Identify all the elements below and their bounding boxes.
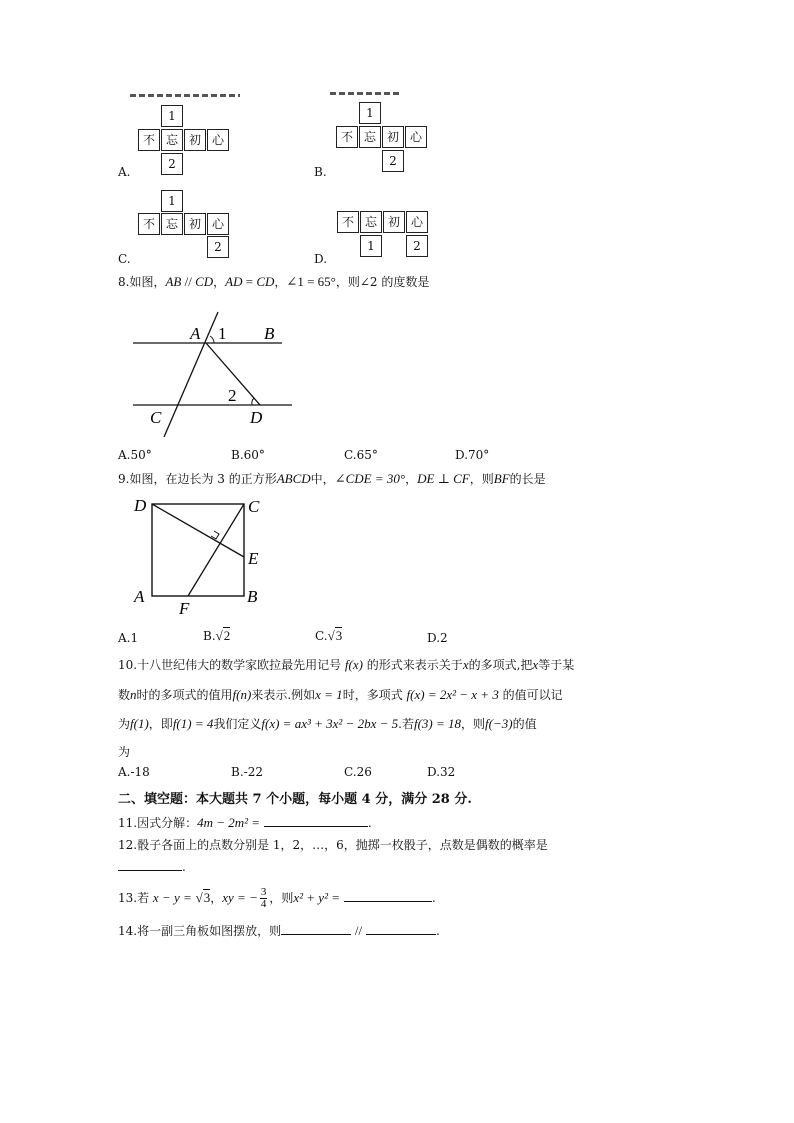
q10-l1d: 等于某 (538, 658, 575, 672)
q10-def: f(x) = ax³ + 3x² − 2bx − 5 (261, 716, 399, 731)
q10-fx: f(x) (344, 657, 363, 672)
q9-square: ABCD (276, 471, 311, 486)
q8-option-b: B.60° (231, 448, 265, 462)
q9-label-f: F (179, 599, 190, 618)
q13-sep: ， (210, 891, 223, 905)
net-c-bottom-cell: 2 (207, 236, 229, 258)
q9-option-c: C.√3 (315, 628, 343, 643)
q12-answer-blank[interactable] (118, 858, 182, 871)
q9-option-a: A.1 (118, 631, 139, 645)
q9-prefix: 9.如图，在边长为 3 的正方形 (118, 472, 277, 486)
question-10-line-2 (118, 687, 563, 703)
q14-parallel: // (354, 923, 363, 938)
q13-end: . (431, 891, 436, 905)
q10-option-b: B.-22 (231, 765, 263, 779)
q13-cond2: xy = − (222, 890, 258, 905)
q12-end: . (182, 860, 186, 874)
option-b-label: B. (314, 165, 327, 179)
question-12-answer (118, 858, 186, 875)
q9-label-d: D (134, 496, 147, 515)
q8-ad: AD (225, 274, 243, 289)
q9-option-b-label: B. (203, 629, 216, 643)
net-b-bottom-cell: 2 (382, 150, 404, 172)
q10-option-c: C.26 (344, 765, 372, 779)
q9-option-d: D.2 (427, 631, 448, 645)
q9-middle: 中， (310, 472, 335, 486)
net-c-cell-2: 忘 (161, 213, 183, 235)
q9-segment-de (152, 504, 244, 557)
option-a-label: A. (118, 165, 131, 179)
net-d-cell-3: 初 (383, 211, 405, 233)
q8-angle-1-arc (210, 336, 214, 343)
q9-option-c-radicand: 3 (335, 628, 343, 643)
q8-sep2: ， (274, 275, 287, 289)
q13-answer-blank[interactable] (344, 889, 432, 902)
q10-l2b: 时的多项式的值用 (136, 688, 233, 702)
q8-label-a: A (190, 324, 201, 343)
q9-label-e: E (248, 549, 259, 568)
q10-f1v: f(1) = 4 (172, 716, 214, 731)
q13-denominator: 4 (260, 898, 267, 910)
q10-l2a: 数 (118, 688, 131, 702)
q10-l2c: 来表示.例如 (251, 688, 316, 702)
net-a-bottom-cell: 2 (161, 153, 183, 175)
q10-l2d: 时，多项式 (342, 688, 403, 702)
question-14 (118, 922, 440, 939)
q10-f1: f(1) (130, 716, 149, 731)
net-b-cell-4: 心 (405, 126, 427, 148)
question-8-text (118, 274, 429, 290)
net-b-cell-3: 初 (382, 126, 404, 148)
q11-answer-blank[interactable] (264, 814, 368, 827)
net-c-cell-3: 初 (184, 213, 206, 235)
net-b-cell-1: 不 (336, 126, 358, 148)
net-a-cell-1: 不 (138, 129, 160, 151)
q9-end: 的长是 (509, 472, 546, 486)
q9-segment-cf (188, 504, 244, 596)
q11-text: 11.因式分解： (118, 816, 198, 830)
net-d-bottom-cell-2: 2 (406, 235, 428, 257)
question-12: 12.骰子各面上的点数分别是 1，2，…，6，抛掷一枚骰子，点数是偶数的概率是 (118, 838, 548, 852)
q8-label-d: D (250, 408, 263, 427)
net-a-top-cell: 1 (161, 105, 183, 127)
q9-option-c-label: C. (315, 629, 328, 643)
q14-answer-blank-1[interactable] (281, 922, 351, 935)
q8-sep1: ， (213, 275, 226, 289)
q10-l3d: .若 (398, 717, 414, 731)
q8-angle-2-arc (252, 398, 254, 405)
q13-text: 13.若 (118, 891, 150, 905)
question-10-line-1 (118, 657, 574, 673)
net-c-cell-4: 心 (207, 213, 229, 235)
q8-option-a: A.50° (118, 448, 152, 462)
q10-l1a: 10.十八世纪伟大的数学家欧拉最先用记号 (118, 658, 342, 672)
q9-sep: ， (405, 472, 418, 486)
q8-option-c: C.65° (344, 448, 378, 462)
q9-label-b: B (247, 587, 258, 606)
q8-cd: CD (195, 274, 214, 289)
q10-option-a: A.-18 (118, 765, 150, 779)
q9-cond2: DE ⊥ CF (417, 471, 470, 486)
q10-f3: f(3) = 18 (413, 716, 461, 731)
q10-poly: f(x) = 2x² − x + 3 (406, 687, 499, 702)
q9-label-c: C (248, 497, 260, 516)
net-c-top-cell: 1 (161, 190, 183, 212)
q10-l3a: 为 (118, 717, 131, 731)
q9-square-abcd (152, 504, 244, 596)
question-13: 13.若 x − y = √3，xy = − $\frac{3}{4}$ ，则x² + y² = . (118, 886, 436, 910)
net-a-cell-2: 忘 (161, 129, 183, 151)
q9-option-b-radicand: 2 (223, 628, 231, 643)
net-d-bottom-cell-1: 1 (360, 235, 382, 257)
q10-l2e: 的值可以记 (502, 688, 563, 702)
question-11 (118, 814, 372, 831)
net-a-cell-3: 初 (184, 129, 206, 151)
q9-suffix: ，则 (469, 472, 494, 486)
q9-figure (130, 494, 270, 618)
q8-label-1: 1 (218, 324, 227, 343)
q9-label-a: A (134, 587, 145, 606)
net-d-cell-1: 不 (337, 211, 359, 233)
q10-l3e: ，则 (461, 717, 486, 731)
q8-prefix: 8.如图， (118, 275, 166, 289)
q13-mid: ，则 (269, 891, 294, 905)
clipped-header-left (130, 94, 240, 99)
q9-option-b: B.√2 (203, 628, 231, 643)
net-d-cell-2: 忘 (360, 211, 382, 233)
q14-end: . (435, 924, 440, 938)
question-9-text (118, 471, 546, 487)
net-b-cell-2: 忘 (359, 126, 381, 148)
question-10-line-4: 为 (118, 745, 131, 759)
q8-suffix: ，则∠2 的度数是 (335, 275, 430, 289)
question-10-line-3 (118, 716, 537, 732)
q10-fn: f(n) (232, 687, 252, 702)
q10-x1: x = 1 (315, 687, 343, 702)
q13-target: x² + y² = (293, 890, 340, 905)
q13-cond1: x − y = (152, 890, 192, 905)
q10-n: n (130, 687, 137, 702)
q8-option-d: D.70° (455, 448, 490, 462)
q10-l3f: 的值 (512, 717, 537, 731)
q8-label-c: C (150, 408, 162, 427)
q8-angle1: ∠1 = 65° (286, 274, 336, 289)
q10-option-d: D.32 (427, 765, 456, 779)
q8-parallel: // (181, 274, 196, 289)
q13-fraction (260, 887, 268, 910)
q8-ab: AB (165, 274, 182, 289)
q13-cond1-radicand: 3 (203, 890, 211, 905)
q9-bf: BF (493, 471, 510, 486)
q8-eq: = (242, 274, 257, 289)
q10-x: x (462, 657, 469, 672)
q8-figure (128, 308, 298, 440)
clipped-header-right (330, 92, 400, 97)
net-a-cell-4: 心 (207, 129, 229, 151)
q10-fm3: f(−3) (485, 716, 513, 731)
net-c-cell-1: 不 (138, 213, 160, 235)
q10-l1c: 的多项式,把 (468, 658, 533, 672)
q11-expr: 4m − 2m² = (197, 815, 261, 830)
q10-x2: x (532, 657, 539, 672)
q10-l1b: 的形式来表示关于 (366, 658, 463, 672)
q14-answer-blank-2[interactable] (366, 922, 436, 935)
net-d-cell-4: 心 (406, 211, 428, 233)
q13-numerator: 3 (260, 886, 267, 898)
q14-text: 14.将一副三角板如图摆放，则 (118, 924, 282, 938)
q9-cond1: ∠CDE = 30° (334, 471, 406, 486)
option-c-label: C. (118, 252, 131, 266)
q11-end: . (367, 816, 372, 830)
section-2-title: 二、填空题：本大题共 7 个小题，每小题 4 分，满分 28 分. (118, 792, 472, 807)
q10-l3c: 我们定义 (213, 717, 262, 731)
net-b-top-cell: 1 (359, 102, 381, 124)
q9-right-angle-mark (211, 531, 219, 539)
q8-label-b: B (264, 324, 275, 343)
q8-label-2: 2 (228, 386, 237, 405)
q10-l3b: ，即 (148, 717, 173, 731)
option-d-label: D. (314, 252, 328, 266)
q8-cd2: CD (256, 274, 275, 289)
